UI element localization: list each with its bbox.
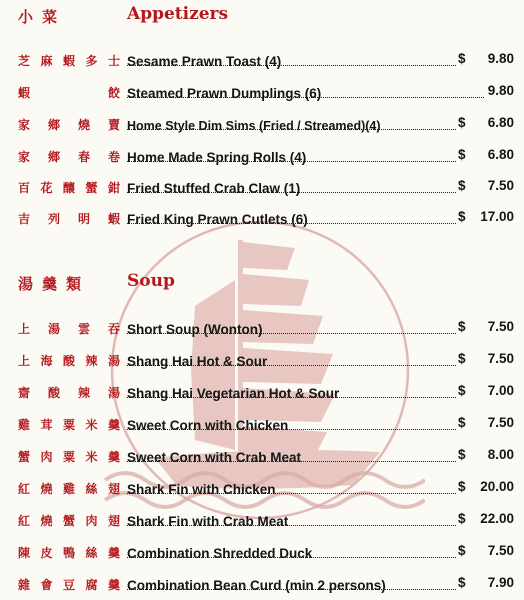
section-title: Appetizers <box>127 4 229 24</box>
item-price: 7.50 <box>487 415 514 430</box>
section-chinese-title: 湯羹類 <box>18 275 91 293</box>
item-currency: $ <box>458 575 466 590</box>
section-title: Soup <box>127 271 175 291</box>
item-chinese-name: 家 鄉 春 卷 <box>18 150 120 164</box>
item-price: 6.80 <box>487 115 514 130</box>
menu-item <box>0 82 524 102</box>
item-currency: $ <box>458 383 466 398</box>
item-name: Home Made Spring Rolls (4) <box>127 150 307 165</box>
item-name: Fried King Prawn Cutlets (6) <box>127 212 308 227</box>
item-currency: $ <box>458 209 466 224</box>
menu-item <box>0 414 524 434</box>
item-name: Shang Hai Hot & Sour <box>127 354 268 369</box>
item-chinese-name: 芝 麻 蝦 多 士 <box>18 54 120 68</box>
item-chinese-name: 家 鄉 燒 賣 <box>18 118 120 132</box>
item-chinese-name: 陳 皮 鴨 絲 羹 <box>18 546 120 560</box>
item-chinese-name: 齋 酸 辣 湯 <box>18 386 120 400</box>
item-currency: $ <box>458 479 466 494</box>
item-name: Fried Stuffed Crab Claw (1) <box>127 181 301 196</box>
item-name: Combination Bean Curd (min 2 persons) <box>127 578 386 593</box>
item-price: 8.00 <box>487 447 514 462</box>
menu-item <box>0 318 524 338</box>
section-header-soup <box>0 273 524 297</box>
item-chinese-name: 上 海 酸 辣 湯 <box>18 354 120 368</box>
menu-item <box>0 542 524 562</box>
item-currency: $ <box>458 115 466 130</box>
item-price: 7.50 <box>487 178 514 193</box>
item-price: 22.00 <box>480 511 514 526</box>
menu-item <box>0 382 524 402</box>
item-currency: $ <box>458 51 466 66</box>
item-currency: $ <box>458 447 466 462</box>
item-currency: $ <box>458 543 466 558</box>
item-price: 7.50 <box>487 319 514 334</box>
item-name: Sweet Corn with Chicken <box>127 418 289 433</box>
item-price: 7.00 <box>487 383 514 398</box>
item-chinese-name: 雜 會 豆 腐 羹 <box>18 578 120 592</box>
item-price: 9.80 <box>487 51 514 66</box>
menu-item <box>0 114 524 134</box>
menu-item <box>0 574 524 594</box>
menu-item <box>0 208 524 228</box>
item-chinese-name: 紅 燒 蟹 肉 翅 <box>18 514 120 528</box>
item-name: Combination Shredded Duck <box>127 546 313 561</box>
item-name: Shang Hai Vegetarian Hot & Sour <box>127 386 340 401</box>
item-chinese-name: 上 湯 雲 吞 <box>18 322 120 336</box>
section-chinese-title: 小菜 <box>18 8 67 26</box>
item-chinese-name: 吉 列 明 蝦 <box>18 212 120 226</box>
item-currency: $ <box>458 511 466 526</box>
menu-item <box>0 177 524 197</box>
item-price: 7.50 <box>487 543 514 558</box>
menu-item <box>0 478 524 498</box>
menu-item <box>0 50 524 70</box>
item-chinese-name: 蝦 餃 <box>18 86 120 100</box>
item-chinese-name: 蟹 肉 粟 米 羹 <box>18 450 120 464</box>
item-price: 17.00 <box>480 209 514 224</box>
menu-item <box>0 446 524 466</box>
item-price: 7.90 <box>487 575 514 590</box>
item-chinese-name: 紅 燒 雞 絲 翅 <box>18 482 120 496</box>
item-chinese-name: 百 花 釀 蟹 鉗 <box>18 181 120 195</box>
section-header-appetizers <box>0 6 524 30</box>
item-name: Home Style Dim Sims (Fried / Streamed)(4) <box>127 119 381 133</box>
menu-item <box>0 350 524 370</box>
item-name: Shark Fin with Crab Meat <box>127 514 289 529</box>
item-currency: $ <box>458 147 466 162</box>
item-name: Short Soup (Wonton) <box>127 322 263 337</box>
item-name: Steamed Prawn Dumplings (6) <box>127 86 322 101</box>
item-price: 7.50 <box>487 351 514 366</box>
item-currency: $ <box>458 319 466 334</box>
item-currency: $ <box>458 178 466 193</box>
item-name: Sesame Prawn Toast (4) <box>127 54 282 69</box>
item-price: 6.80 <box>487 147 514 162</box>
item-name: Sweet Corn with Crab Meat <box>127 450 302 465</box>
item-currency: $ <box>458 351 466 366</box>
item-chinese-name: 雞 茸 粟 米 羹 <box>18 418 120 432</box>
item-currency: $ <box>458 415 466 430</box>
item-price: 20.00 <box>480 479 514 494</box>
item-name: Shark Fin with Chicken <box>127 482 276 497</box>
item-price: 9.80 <box>487 83 514 98</box>
menu-item <box>0 510 524 530</box>
menu-item <box>0 146 524 166</box>
